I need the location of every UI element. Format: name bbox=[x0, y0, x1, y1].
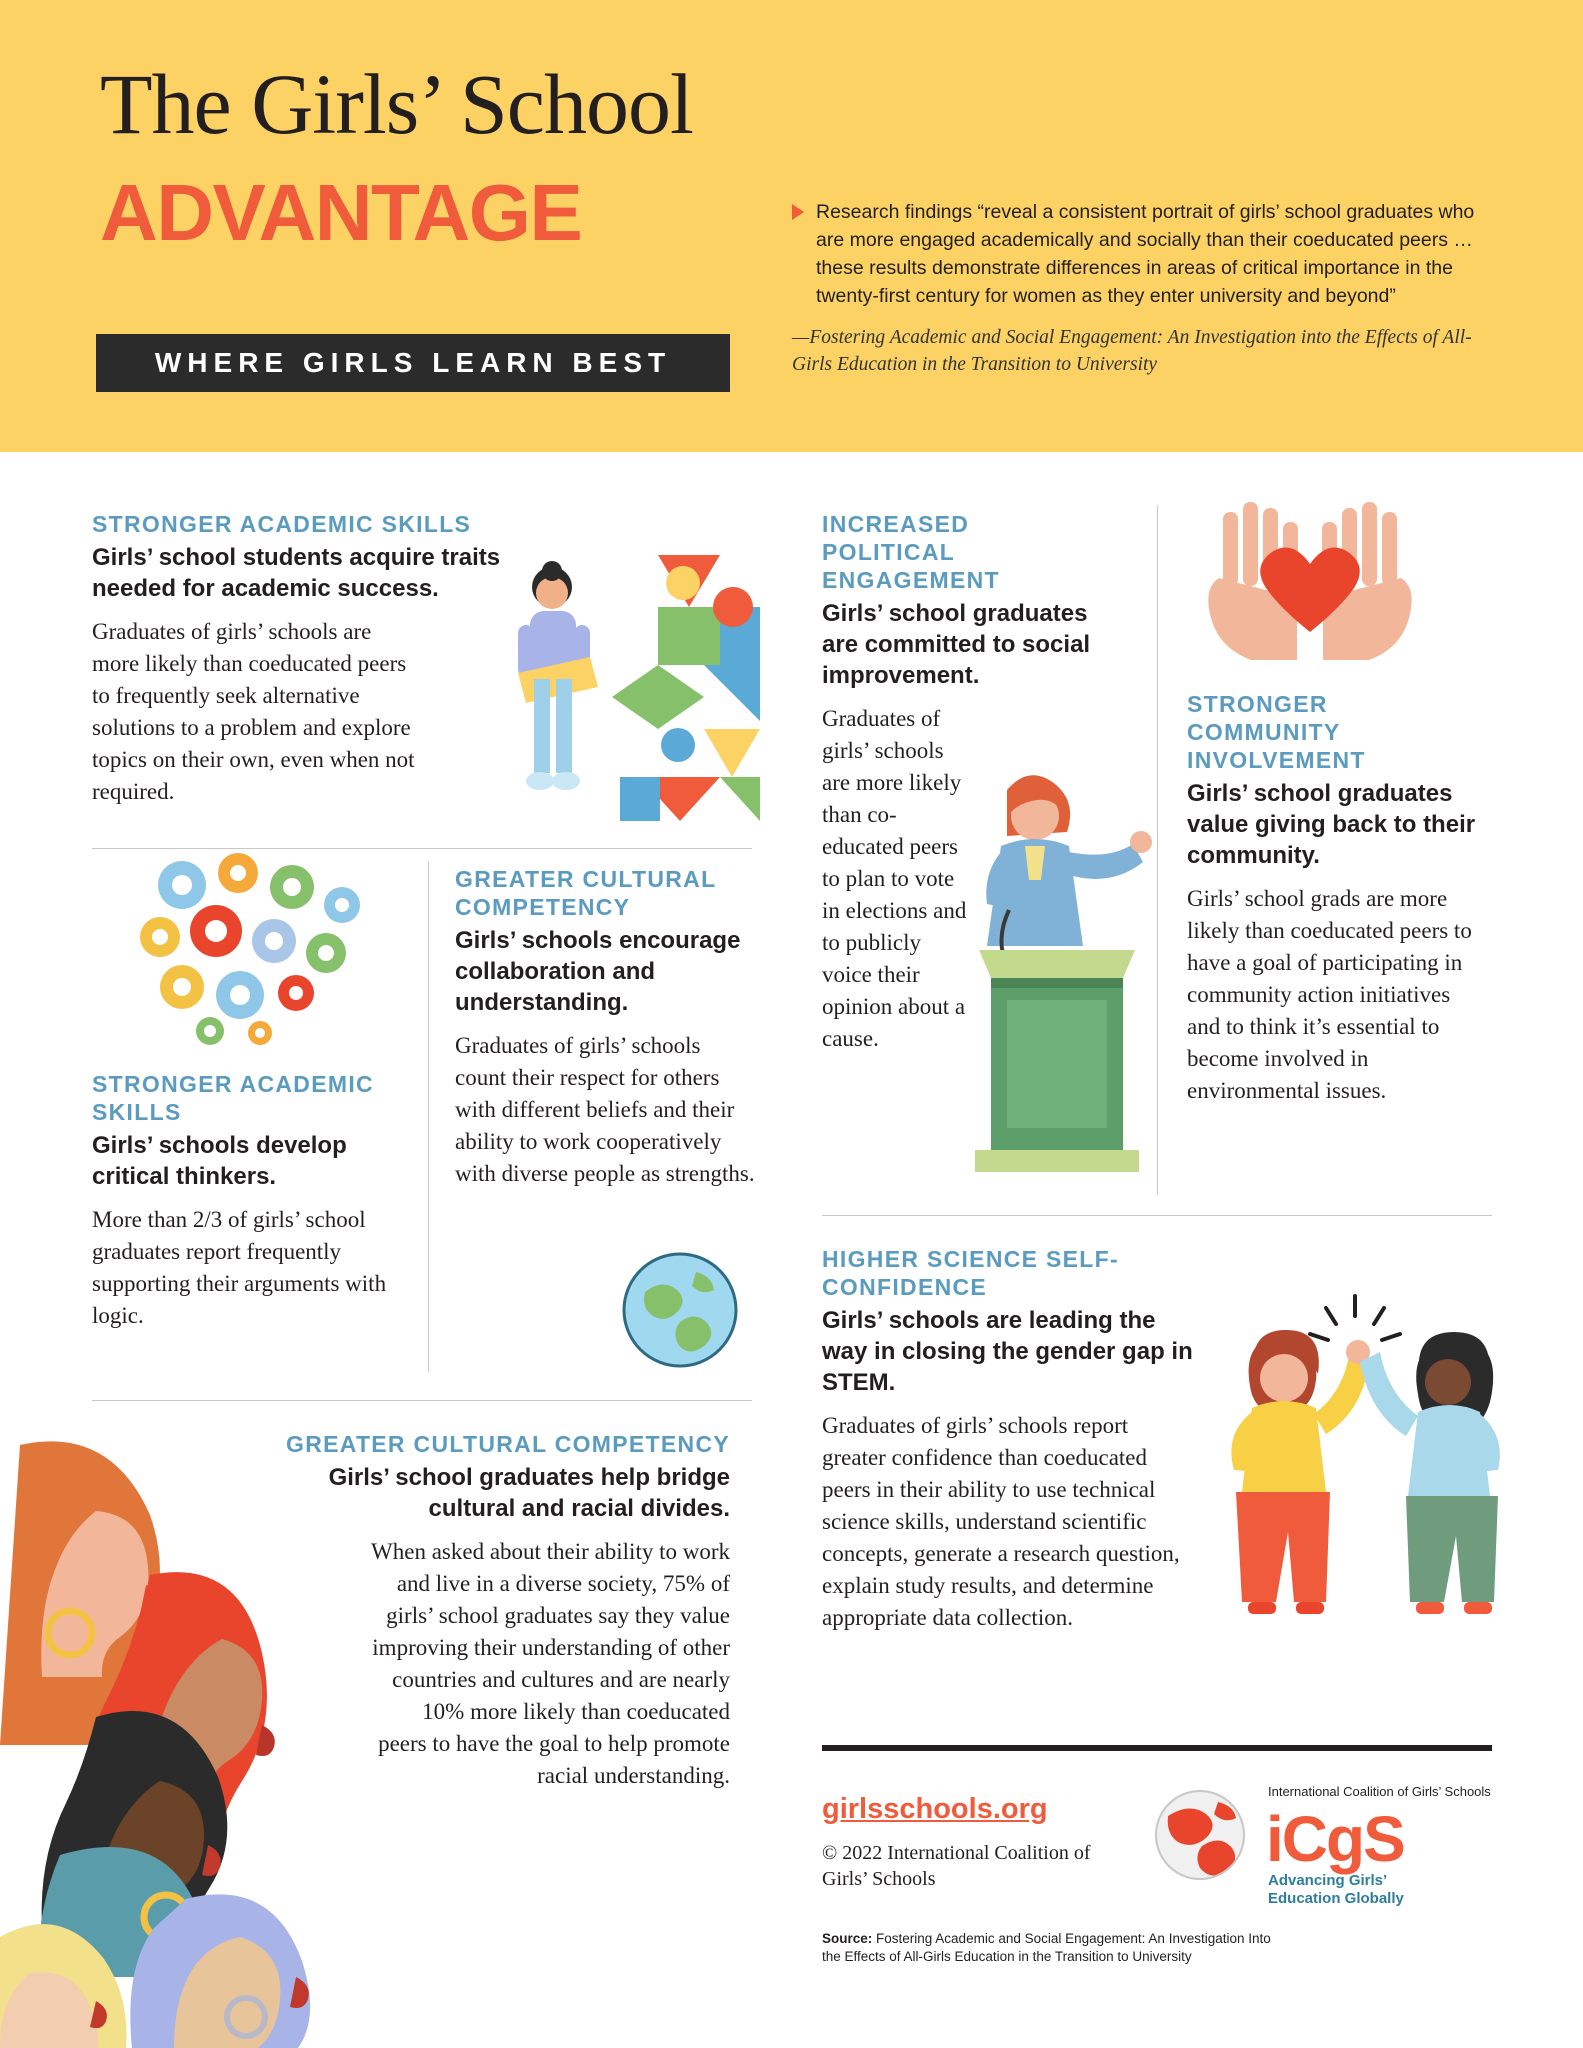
header-citation: —Fostering Academic and Social Engagement: An Investigation into the Effects of All-Girls Education in the Transition to University bbox=[792, 327, 1472, 375]
section-cultural-competency bbox=[455, 865, 755, 1190]
section-body: Graduates of girls’ schools are more likely than co-educated peers to plan to vote in elections and to publicly voice their opinion about a cause. bbox=[822, 706, 967, 1051]
section-science-confidence bbox=[822, 1245, 1207, 1634]
website-link[interactable]: girlsschools.org bbox=[822, 1793, 1048, 1825]
section-kicker: STRONGER ACADEMIC SKILLS bbox=[92, 1071, 374, 1125]
section-body: When asked about their ability to work and live in a diverse society, 75% of girls’ school graduates say they value improving their understanding of other countries and cultures and are nearly 10% more likely than coeducated peers to have the goal to help promote racial understanding. bbox=[371, 1539, 730, 1788]
section-community-involvement bbox=[1187, 690, 1487, 1107]
illustration-geometric-student bbox=[490, 545, 760, 835]
section-kicker: HIGHER SCIENCE SELF-CONFIDENCE bbox=[822, 1246, 1119, 1300]
divider-right bbox=[822, 1215, 1492, 1216]
logo-letters bbox=[1266, 1802, 1404, 1876]
source-text: Fostering Academic and Social Engagement: An Investigation Into the Effects of All-Girls Education in the Transition to University bbox=[822, 1931, 1271, 1964]
section-kicker: GREATER CULTURAL COMPETENCY bbox=[286, 1431, 730, 1457]
section-lede: Girls’ school graduates help bridge cultural and racial divides. bbox=[328, 1464, 730, 1522]
source-note bbox=[822, 1930, 1292, 1966]
triangle-bullet-icon bbox=[792, 204, 804, 220]
section-body: More than 2/3 of girls’ school graduates report frequently supporting their arguments with logic. bbox=[92, 1207, 387, 1328]
divider-vertical-left bbox=[428, 862, 429, 1372]
copyright-text: © 2022 International Coalition of Girls’ Schools bbox=[822, 1842, 1091, 1890]
section-critical-thinkers bbox=[92, 1070, 410, 1332]
header-banner bbox=[0, 0, 1583, 452]
section-lede: Girls’ schools encourage collaboration and understanding. bbox=[455, 927, 741, 1016]
section-kicker: INCREASED POLITICAL ENGAGEMENT bbox=[822, 511, 1000, 593]
illustration-hands-heart bbox=[1195, 500, 1425, 685]
logo-letters-text: iCgS bbox=[1266, 1803, 1404, 1875]
illustration-globe bbox=[620, 1250, 740, 1370]
header-quote: Research findings “reveal a consistent portrait of girls’ school graduates who are more engaged academically and socially than their coeducated peers … these results demonstrate differences in areas of critical importance in the twenty-first century for women as they enter university and beyond” bbox=[816, 201, 1475, 307]
section-political-engagement bbox=[822, 510, 1117, 1055]
section-lede: Girls’ school students acquire traits needed for academic success. bbox=[92, 544, 501, 602]
section-body: Graduates of girls’ schools are more likely than coeducated peers to frequently seek alternative solutions to a problem and explore topics on their own, even when not required. bbox=[92, 619, 415, 804]
divider-mid-left bbox=[92, 1400, 752, 1401]
section-kicker: STRONGER ACADEMIC SKILLS bbox=[92, 511, 472, 537]
section-lede: Girls’ school graduates value giving back to their community. bbox=[1187, 780, 1476, 869]
section-body: Graduates of girls’ schools count their respect for others with different beliefs and their ability to work cooperatively with diverse people as strengths. bbox=[455, 1033, 755, 1186]
illustration-stem-highfive bbox=[1210, 1290, 1500, 1710]
section-body: Graduates of girls’ schools report greater confidence than coeducated peers in their ability to use technical science skills, understand scientific concepts, generate a research question, explain study results, and determine appropriate data collection. bbox=[822, 1413, 1180, 1630]
source-label: Source: bbox=[822, 1931, 873, 1946]
header-quote-block bbox=[792, 198, 1492, 378]
subtitle-bar bbox=[96, 334, 730, 392]
section-lede: Girls’ school graduates are committed to social improvement. bbox=[822, 600, 1091, 689]
section-kicker: STRONGER COMMUNITY INVOLVEMENT bbox=[1187, 691, 1366, 773]
page-title-line1: The Girls’ School bbox=[100, 56, 693, 152]
section-lede: Girls’ schools are leading the way in closing the gender gap in STEM. bbox=[822, 1307, 1193, 1396]
illustration-gears-brain bbox=[110, 845, 390, 1045]
subtitle-text: WHERE GIRLS LEARN BEST bbox=[154, 347, 672, 378]
section-kicker: GREATER CULTURAL COMPETENCY bbox=[455, 866, 717, 920]
logo-tagline-line2: Education Globally bbox=[1268, 1890, 1404, 1907]
logo-organization-name: International Coalition of Girls’ Schools bbox=[1268, 1784, 1491, 1799]
footer-divider bbox=[822, 1745, 1492, 1751]
globe-logo-icon bbox=[1148, 1780, 1253, 1885]
section-cultural-divides bbox=[240, 1430, 730, 1792]
logo-tagline bbox=[1268, 1872, 1404, 1908]
logo-tagline-line1: Advancing Girls’ bbox=[1268, 1872, 1388, 1889]
section-lede: Girls’ schools develop critical thinkers. bbox=[92, 1132, 347, 1190]
page-title-line2: ADVANTAGE bbox=[100, 168, 582, 257]
section-stronger-academic-skills bbox=[92, 510, 512, 808]
section-body: Girls’ school grads are more likely than coeducated peers to have a goal of participating in community action initiatives and to think it’s essential to become involved in environmental issues. bbox=[1187, 886, 1472, 1103]
icgs-logo[interactable] bbox=[1148, 1780, 1493, 1905]
